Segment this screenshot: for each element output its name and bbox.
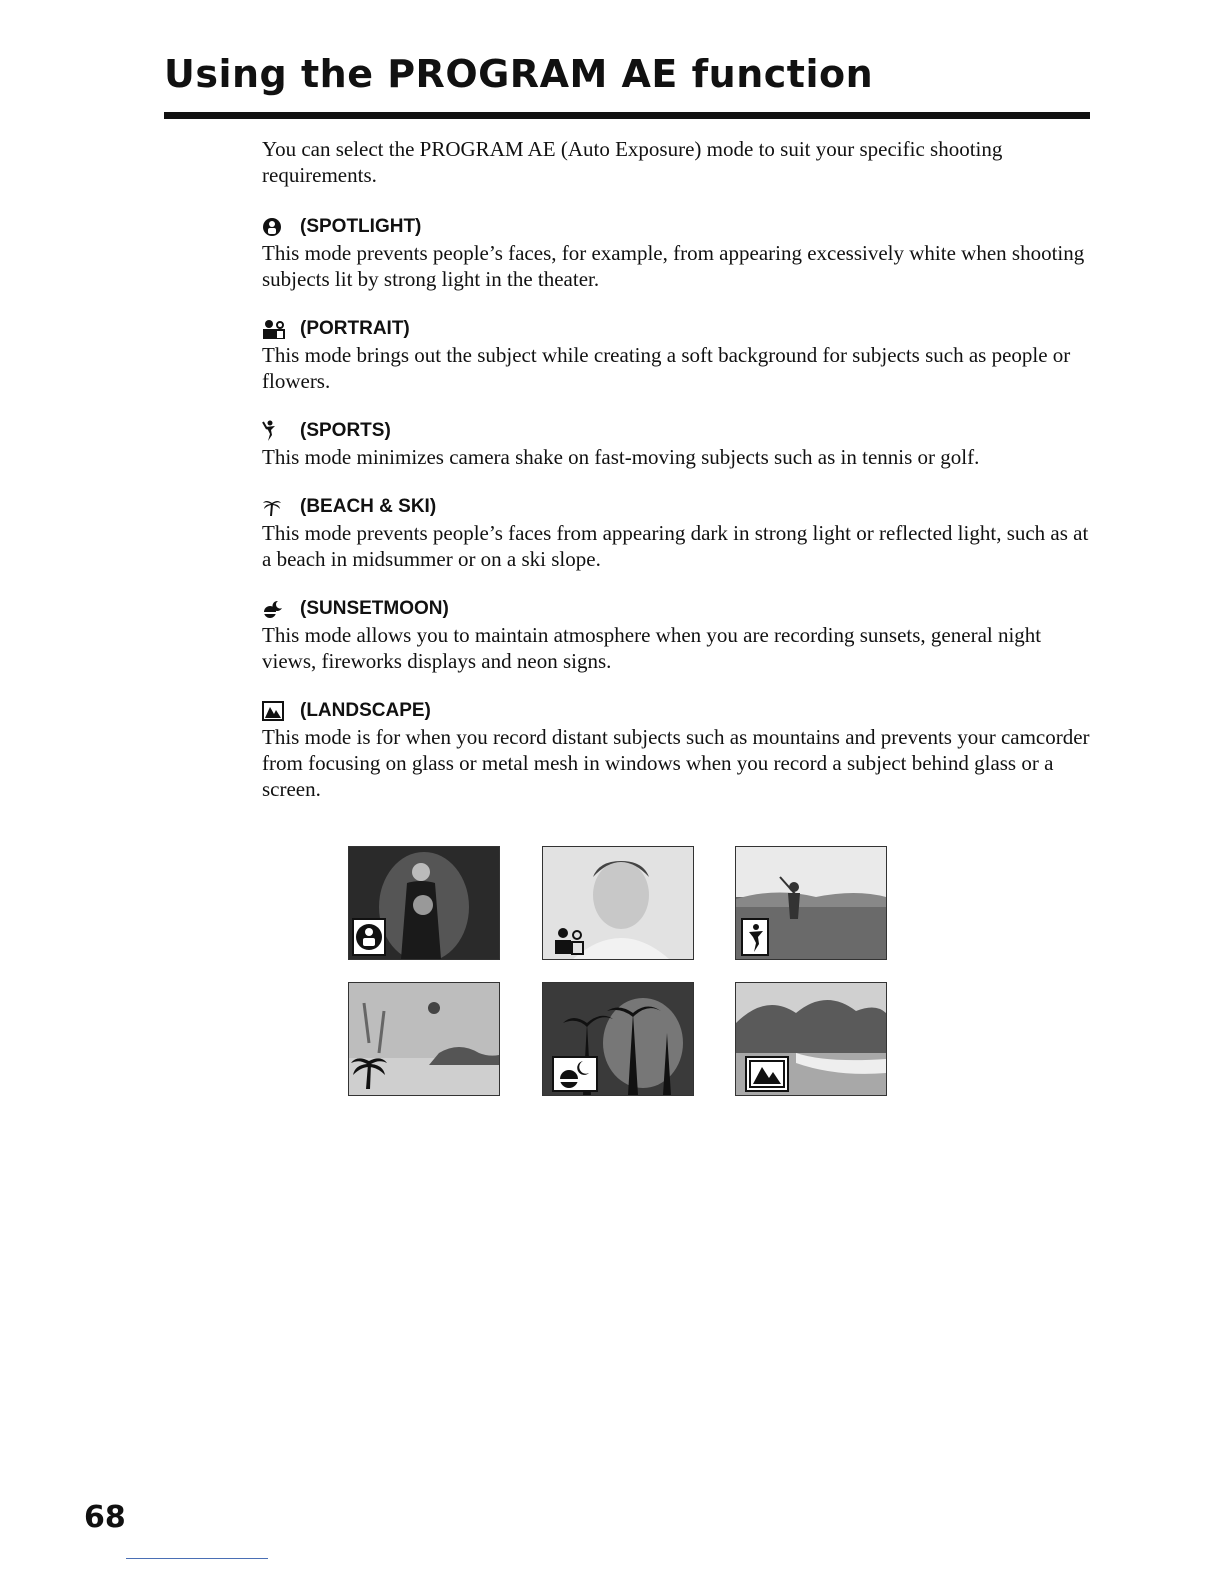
- mode-heading: [262, 494, 1092, 520]
- sunset-moon-icon: [262, 598, 288, 620]
- mode-portrait: [262, 316, 1092, 394]
- sports-icon: [262, 420, 288, 442]
- landscape-icon: [262, 700, 288, 722]
- mode-label: (BEACH & SKI): [300, 496, 437, 517]
- thumbnail-landscape: [735, 982, 887, 1096]
- spotlight-icon: [356, 924, 382, 950]
- page-title: Using the PROGRAM AE function: [164, 52, 874, 96]
- thumbnail-beach-ski: [348, 982, 500, 1096]
- page-number: 68: [84, 1500, 126, 1535]
- mode-label: (PORTRAIT): [300, 318, 410, 339]
- mode-description: This mode brings out the subject while creating a soft background for subjects such as people or flowers.: [262, 343, 1071, 393]
- spotlight-icon: [262, 216, 288, 238]
- example-thumbnails: [348, 846, 888, 1098]
- beach-ski-icon: [262, 496, 288, 518]
- mode-description: This mode is for when you record distant subjects such as mountains and prevents your camcorder from focusing on glass or metal mesh in windows when you record a subject behind glass or a screen.: [262, 725, 1090, 801]
- mode-beach-ski: [262, 494, 1092, 572]
- thumbnail-portrait: [542, 846, 694, 960]
- footer-rule: [126, 1558, 268, 1559]
- mode-heading: [262, 214, 1092, 240]
- mode-sports: [262, 418, 1092, 470]
- mode-description: This mode prevents people’s faces, for example, from appearing excessively white when shooting subjects lit by strong light in the theater.: [262, 241, 1085, 291]
- mode-description: This mode prevents people’s faces from appearing dark in strong light or reflected light, such as at a beach in midsummer or on a ski slope.: [262, 521, 1089, 571]
- mode-sunsetmoon: [262, 596, 1092, 674]
- mode-heading: [262, 316, 1092, 342]
- mode-heading: [262, 698, 1092, 724]
- thumbnail-spotlight: [348, 846, 500, 960]
- thumbnail-sports: [735, 846, 887, 960]
- portrait-icon: [262, 318, 288, 340]
- landscape-icon: [750, 1061, 784, 1087]
- mode-landscape: [262, 698, 1092, 802]
- content: [262, 136, 1092, 826]
- thumbnail-sunset-moon: [542, 982, 694, 1096]
- mode-label: (SPORTS): [300, 420, 391, 441]
- title-rule: [164, 112, 1090, 119]
- mode-heading: [262, 418, 1092, 444]
- mode-heading: [262, 596, 1092, 622]
- mode-label: (SUNSETMOON): [300, 598, 449, 619]
- mode-description: This mode minimizes camera shake on fast-moving subjects such as in tennis or golf.: [262, 445, 980, 469]
- mode-label: (SPOTLIGHT): [300, 216, 422, 237]
- mode-description: This mode allows you to maintain atmosphere when you are recording sunsets, general night views, fireworks displays and neon signs.: [262, 623, 1042, 673]
- intro-text: You can select the PROGRAM AE (Auto Exposure) mode to suit your specific shooting requirements.: [262, 137, 1003, 187]
- mode-spotlight: [262, 214, 1092, 292]
- mode-label: (LANDSCAPE): [300, 700, 431, 721]
